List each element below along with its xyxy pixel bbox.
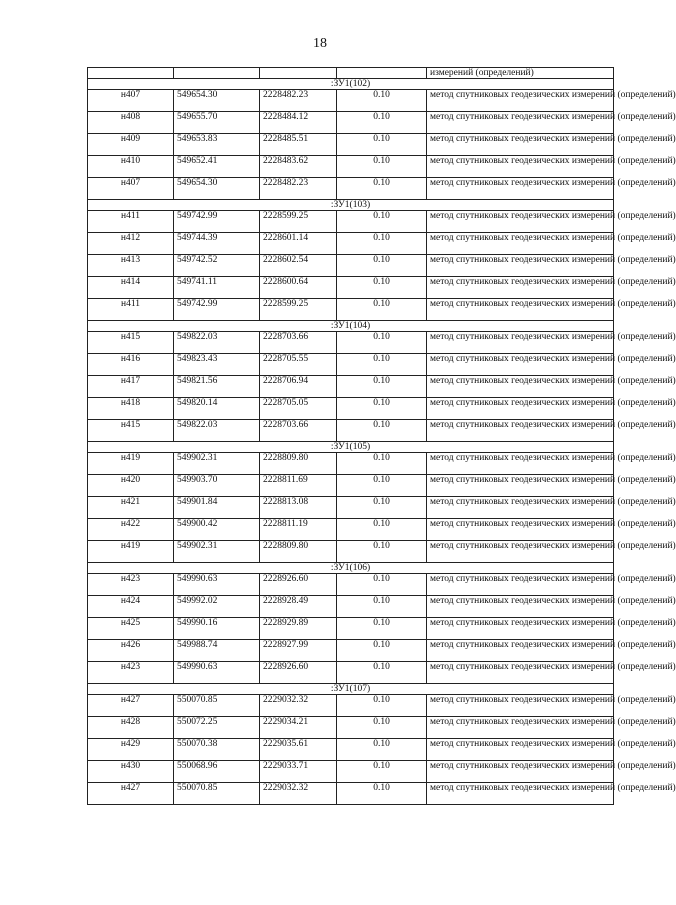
cell-point-name: н424 [88,596,174,618]
cell-y: 2228927.99 [260,640,337,662]
cell-y: 2228482.23 [260,90,337,112]
cell-y: 2228600.64 [260,277,337,299]
cell-x: 549655.70 [174,112,260,134]
cell-method: метод спутниковых геодезических измерений (определений) [427,156,614,178]
table-row [88,277,614,299]
table-row [88,618,614,640]
table-row [88,156,614,178]
cell-point-name: н416 [88,354,174,376]
cell-point-name: н407 [88,178,174,200]
table-row [88,519,614,541]
cell-y: 2228483.62 [260,156,337,178]
cell-method: метод спутниковых геодезических измерений (определений) [427,761,614,783]
cell-x: 549652.41 [174,156,260,178]
cell-y: 2228482.23 [260,178,337,200]
cell-y: 2229032.32 [260,695,337,717]
cell-method: метод спутниковых геодезических измерений (определений) [427,255,614,277]
cell-method: метод спутниковых геодезических измерений (определений) [427,618,614,640]
cell-x: 550068.96 [174,761,260,783]
cell-point-name: н410 [88,156,174,178]
table-row [88,761,614,783]
cell-y: 2229034.21 [260,717,337,739]
cell-accuracy [337,68,427,79]
cell-method: метод спутниковых геодезических измерений (определений) [427,717,614,739]
table-row [88,662,614,684]
cell-y: 2228811.19 [260,519,337,541]
cell-x: 549990.63 [174,574,260,596]
cell-accuracy: 0.10 [337,519,427,541]
table-row [88,255,614,277]
cell-point-name: н408 [88,112,174,134]
cell-y: 2228928.49 [260,596,337,618]
cell-point-name: н422 [88,519,174,541]
cell-point-name: н421 [88,497,174,519]
cell-x: 550072.25 [174,717,260,739]
cell-y: 2228811.69 [260,475,337,497]
cell-point-name: н420 [88,475,174,497]
cell-method: метод спутниковых геодезических измерений (определений) [427,475,614,497]
cell-point-name: н427 [88,695,174,717]
table-row [88,695,614,717]
cell-accuracy: 0.10 [337,783,427,805]
cell-y: 2229033.71 [260,761,337,783]
cell-point-name: н430 [88,761,174,783]
cell-y: 2228809.80 [260,541,337,563]
cell-accuracy: 0.10 [337,640,427,662]
cell-y: 2228602.54 [260,255,337,277]
cell-x: 549821.56 [174,376,260,398]
cell-x: 549822.03 [174,420,260,442]
cell-x: 549820.14 [174,398,260,420]
cell-accuracy: 0.10 [337,255,427,277]
cell-accuracy: 0.10 [337,662,427,684]
cell-point-name: н407 [88,90,174,112]
table-row [88,574,614,596]
cell-method: метод спутниковых геодезических измерений (определений) [427,354,614,376]
cell-method: метод спутниковых геодезических измерений (определений) [427,695,614,717]
cell-method: метод спутниковых геодезических измерений (определений) [427,497,614,519]
cell-point-name: н418 [88,398,174,420]
cell-y: 2228929.89 [260,618,337,640]
cell-y: 2228703.66 [260,420,337,442]
cell-point-name: н425 [88,618,174,640]
cell-point-name: н428 [88,717,174,739]
table-row [88,453,614,475]
section-header-row [88,684,614,695]
cell-method: метод спутниковых геодезических измерений (определений) [427,420,614,442]
table-row [88,640,614,662]
cell-method: метод спутниковых геодезических измерений (определений) [427,211,614,233]
table-row [88,178,614,200]
cell-method: метод спутниковых геодезических измерений (определений) [427,233,614,255]
cell-method: метод спутниковых геодезических измерений (определений) [427,541,614,563]
coordinates-table [87,67,676,805]
cell-x: 549654.30 [174,90,260,112]
cell-y: 2228601.14 [260,233,337,255]
table-row [88,112,614,134]
cell-x: 549988.74 [174,640,260,662]
cell-x: 550070.85 [174,783,260,805]
cell-point-name: н429 [88,739,174,761]
cell-accuracy: 0.10 [337,717,427,739]
cell-point-name: н411 [88,299,174,321]
cell-method: метод спутниковых геодезических измерений (определений) [427,134,614,156]
cell-x: 549902.31 [174,541,260,563]
cell-x: 550070.38 [174,739,260,761]
cell-x: 549741.11 [174,277,260,299]
cell-point-name: н417 [88,376,174,398]
table-row [88,90,614,112]
cell-x: 549742.99 [174,299,260,321]
cell-accuracy: 0.10 [337,376,427,398]
table-row [88,332,614,354]
cell-x: 549654.30 [174,178,260,200]
cell-accuracy: 0.10 [337,233,427,255]
cell-method: метод спутниковых геодезических измерений (определений) [427,640,614,662]
section-header-row [88,200,614,211]
cell-accuracy: 0.10 [337,332,427,354]
cell-accuracy: 0.10 [337,574,427,596]
cell-point-name: н419 [88,453,174,475]
cell-method: метод спутниковых геодезических измерений (определений) [427,398,614,420]
page-number: 18 [313,36,327,51]
table-row [88,596,614,618]
cell-point-name: н423 [88,574,174,596]
cell-point-name: н427 [88,783,174,805]
cell-method: метод спутниковых геодезических измерений (определений) [427,453,614,475]
cell-method: метод спутниковых геодезических измерений (определений) [427,277,614,299]
cell-accuracy: 0.10 [337,134,427,156]
cell-x: 549903.70 [174,475,260,497]
cell-x: 549744.39 [174,233,260,255]
cell-point-name: н415 [88,332,174,354]
section-header-row [88,563,614,574]
section-header-row [88,442,614,453]
cell-accuracy: 0.10 [337,739,427,761]
cell-accuracy: 0.10 [337,497,427,519]
cell-method: метод спутниковых геодезических измерений (определений) [427,519,614,541]
cell-name [88,68,174,79]
cell-y: 2228926.60 [260,574,337,596]
cell-x [174,68,260,79]
table-row [88,299,614,321]
section-title: :ЗУ1(104) [88,321,614,332]
table-row [88,398,614,420]
cell-point-name: н423 [88,662,174,684]
cell-y: 2228599.25 [260,211,337,233]
cell-y: 2228705.05 [260,398,337,420]
section-title: :ЗУ1(103) [88,200,614,211]
cell-x: 549902.31 [174,453,260,475]
cell-x: 549822.03 [174,332,260,354]
cell-accuracy: 0.10 [337,90,427,112]
cell-y [260,68,337,79]
cell-method: метод спутниковых геодезических измерений (определений) [427,739,614,761]
cell-method: метод спутниковых геодезических измерений (определений) [427,783,614,805]
cell-y: 2228706.94 [260,376,337,398]
section-header-row [88,79,614,90]
cell-accuracy: 0.10 [337,112,427,134]
table-row [88,717,614,739]
cell-x: 549990.63 [174,662,260,684]
table-row [88,475,614,497]
cell-accuracy: 0.10 [337,420,427,442]
cell-x: 549900.42 [174,519,260,541]
cell-method: метод спутниковых геодезических измерений (определений) [427,376,614,398]
cell-point-name: н409 [88,134,174,156]
cell-y: 2228484.12 [260,112,337,134]
cell-point-name: н419 [88,541,174,563]
cell-y: 2228705.55 [260,354,337,376]
table-row [88,541,614,563]
section-title: :ЗУ1(106) [88,563,614,574]
cell-x: 550070.85 [174,695,260,717]
table-row [88,420,614,442]
cell-x: 549742.99 [174,211,260,233]
cell-point-name: н411 [88,211,174,233]
cell-method: измерений (определений) [427,68,614,79]
cell-accuracy: 0.10 [337,299,427,321]
table-row-continuation [88,68,614,79]
cell-accuracy: 0.10 [337,398,427,420]
cell-x: 549990.16 [174,618,260,640]
cell-y: 2228485.51 [260,134,337,156]
cell-point-name: н415 [88,420,174,442]
cell-accuracy: 0.10 [337,178,427,200]
cell-y: 2229035.61 [260,739,337,761]
cell-x: 549992.02 [174,596,260,618]
cell-accuracy: 0.10 [337,453,427,475]
table-row [88,739,614,761]
table-row [88,783,614,805]
table-row [88,134,614,156]
cell-point-name: н413 [88,255,174,277]
cell-accuracy: 0.10 [337,354,427,376]
section-title: :ЗУ1(102) [88,79,614,90]
cell-x: 549901.84 [174,497,260,519]
cell-x: 549742.52 [174,255,260,277]
table-row [88,211,614,233]
table-row [88,376,614,398]
cell-x: 549823.43 [174,354,260,376]
cell-y: 2228809.80 [260,453,337,475]
cell-y: 2228703.66 [260,332,337,354]
cell-method: метод спутниковых геодезических измерений (определений) [427,178,614,200]
section-header-row [88,321,614,332]
table-row [88,233,614,255]
cell-method: метод спутниковых геодезических измерений (определений) [427,574,614,596]
cell-accuracy: 0.10 [337,475,427,497]
cell-y: 2228813.08 [260,497,337,519]
cell-method: метод спутниковых геодезических измерений (определений) [427,112,614,134]
section-title: :ЗУ1(107) [88,684,614,695]
cell-x: 549653.83 [174,134,260,156]
cell-method: метод спутниковых геодезических измерений (определений) [427,662,614,684]
cell-y: 2228926.60 [260,662,337,684]
cell-method: метод спутниковых геодезических измерений (определений) [427,332,614,354]
cell-accuracy: 0.10 [337,596,427,618]
cell-method: метод спутниковых геодезических измерений (определений) [427,90,614,112]
cell-point-name: н412 [88,233,174,255]
table-row [88,354,614,376]
cell-accuracy: 0.10 [337,695,427,717]
coordinates-table-body [88,68,676,805]
cell-accuracy: 0.10 [337,618,427,640]
cell-accuracy: 0.10 [337,761,427,783]
cell-accuracy: 0.10 [337,277,427,299]
cell-point-name: н426 [88,640,174,662]
cell-y: 2228599.25 [260,299,337,321]
cell-accuracy: 0.10 [337,156,427,178]
cell-accuracy: 0.10 [337,541,427,563]
table-row [88,497,614,519]
cell-point-name: н414 [88,277,174,299]
cell-accuracy: 0.10 [337,211,427,233]
cell-method: метод спутниковых геодезических измерений (определений) [427,299,614,321]
cell-method: метод спутниковых геодезических измерений (определений) [427,596,614,618]
section-title: :ЗУ1(105) [88,442,614,453]
cell-y: 2229032.32 [260,783,337,805]
